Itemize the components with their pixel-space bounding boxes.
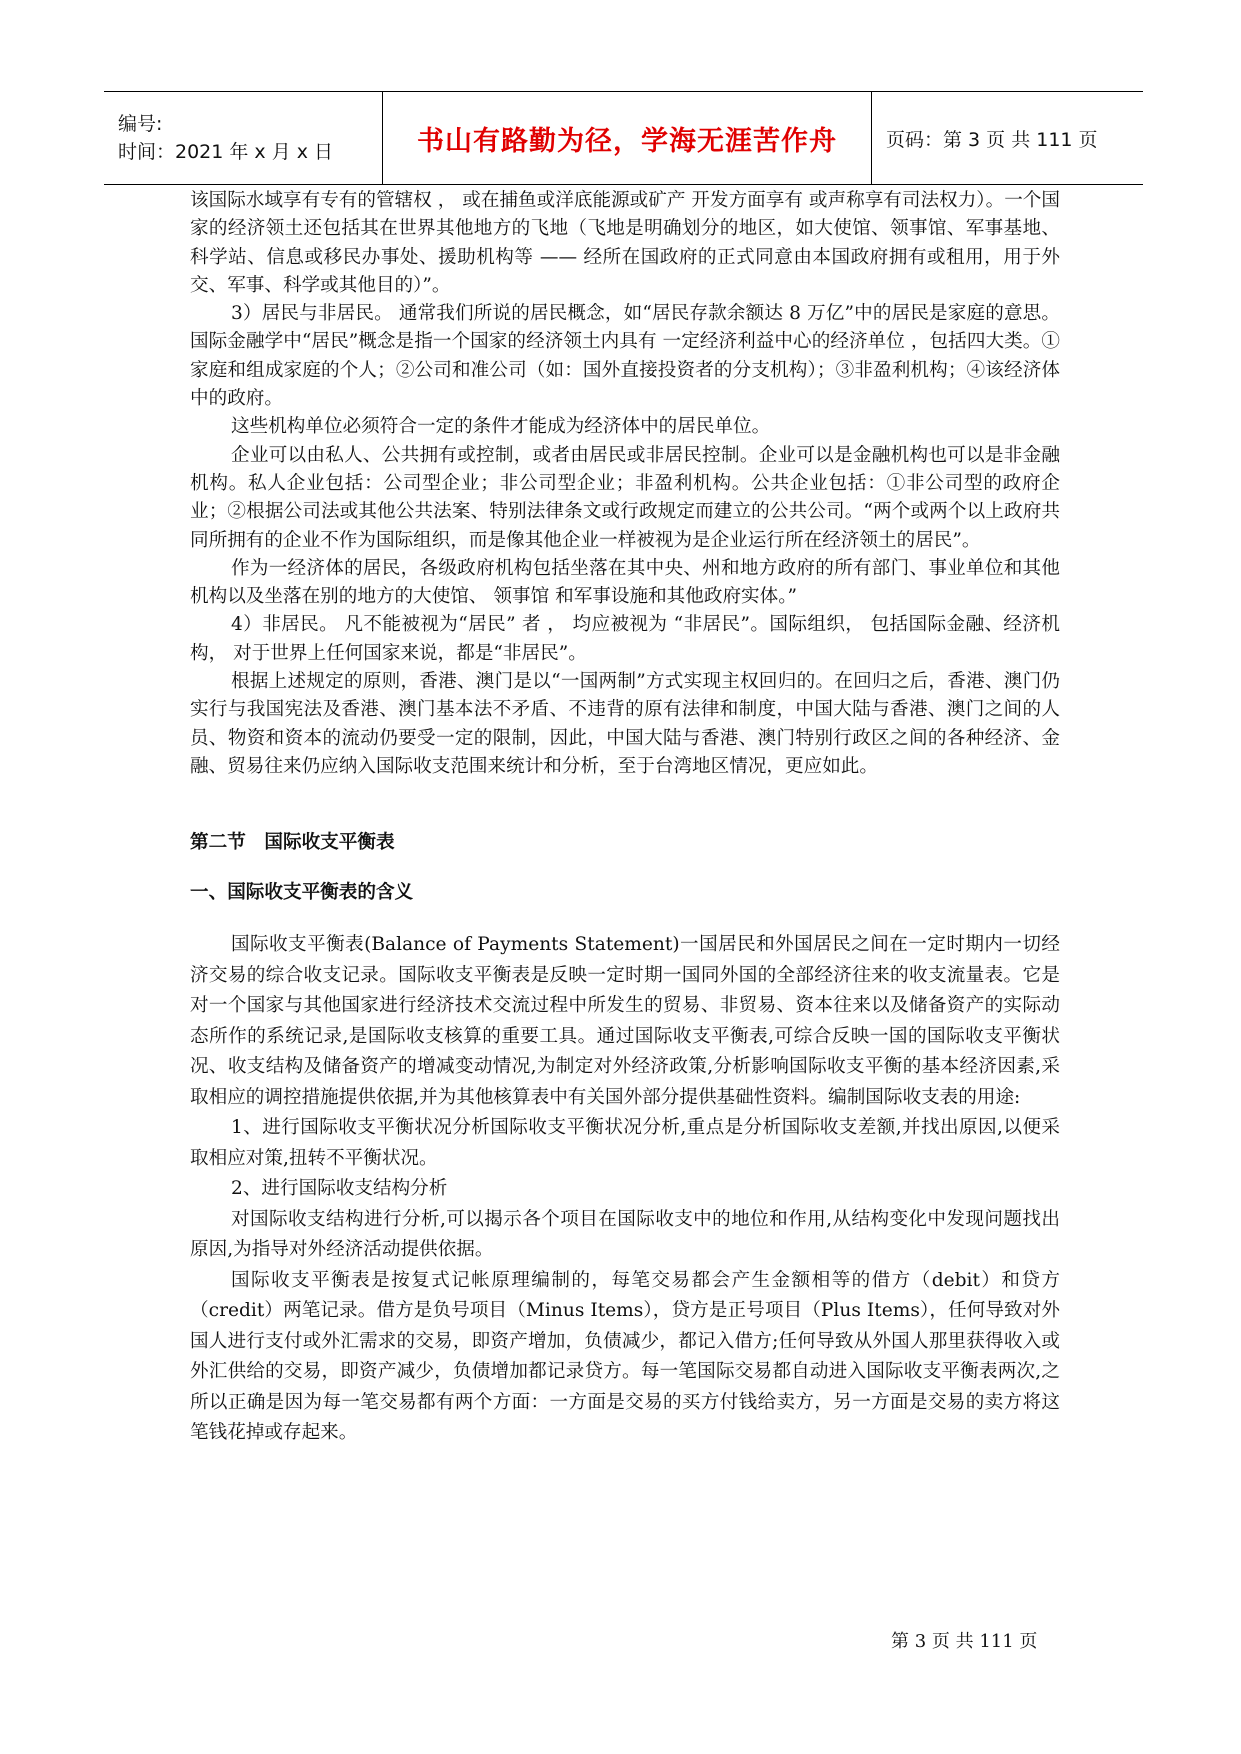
document-date-label: 时间：2021 年 x 月 x 日 (118, 141, 334, 163)
header-motto: 书山有路勤为径，学海无涯苦作舟 (383, 92, 872, 185)
paragraph-resident-nonresident: 3）居民与非居民。 通常我们所说的居民概念，如“居民存款余额达 8 万亿”中的居民是家庭的意思。 国际金融学中“居民”概念是指一个国家的经济领土内具有 一定经济利益中心的经济单位 ，包括四大类。①家庭和组成家庭的个人；②公司和准公司（如：国外直接投资者的分支机构）；③非盈利机构；④该经济体中的政府。 (190, 303, 1060, 410)
paragraph-economic-territory: 该国际水域享有专有的管辖权 ， 或在捕鱼或洋底能源或矿产 开发方面享有 或声称享有司法权力）。一个国家的经济领土还包括其在世界其他地方的飞地（飞地是明确划分的地区，如大使馆、领事馆、军事基地、科学站、信息或移民办事处、援助机构等 —— 经所在国政府的正式同意由本国政府拥有或租用，用于外交、军事、科学或其他目的）”。 (190, 190, 1060, 296)
section-title: 第二节 国际收支平衡表 (190, 832, 395, 854)
paragraph-double-entry: 国际收支平衡表是按复式记帐原理编制的，每笔交易都会产生金额相等的借方（debit）和贷方（credit）两笔记录。借方是负号项目（Minus Items），贷方是正号项目（Plus Items），任何导致对外国人进行支付或外汇需求的交易，即资产增加，负债减少，都记入借方;任何导致从外国人那里获得收入或外汇供给的交易，即资产减少，负债增加都记录贷方。每一笔国际交易都自动进入国际收支平衡表两次,之所以正确是因为每一笔交易都有两个方面：一方面是交易的买方付钱给卖方，另一方面是交易的卖方将这笔钱花掉或存起来。 (190, 1269, 1060, 1444)
page-footer: 第 3 页 共 111 页 (891, 1631, 1038, 1652)
paragraph-structure-analysis: 对国际收支结构进行分析,可以揭示各个项目在国际收支中的地位和作用,从结构变化中发现问题找出原因,为指导对外经济活动提供依据。 (190, 1208, 1060, 1261)
paragraph-nonresident: 4）非居民。 凡不能被视为“居民” 者 ， 均应被视为 “非居民”。国际组织， 包括国际金融、经济机构， 对于世界上任何国家来说，都是“非居民”。 (190, 614, 1060, 664)
paragraph-bop-definition: 国际收支平衡表(Balance of Payments Statement)一国居民和外国居民之间在一定时期内一切经济交易的综合收支记录。国际收支平衡表是反映一定时期一国同外国的全部经济往来的收支流量表。它是对一个国家与其他国家进行经济技术交流过程中所发生的贸易、非贸易、资本往来以及储备资产的实际动态所作的系统记录,是国际收支核算的重要工具。通过国际收支平衡表,可综合反映一国的国际收支平衡状况、收支结构及储备资产的增减变动情况,为制定对外经济政策,分析影响国际收支平衡的基本经济因素,采取相应的调控措施提供依据,并为其他核算表中有关国外部分提供基础性资料。编制国际收支表的用途: (190, 934, 1060, 1108)
header-left-cell (104, 92, 383, 185)
paragraph-enterprises: 企业可以由私人、公共拥有或控制，或者由居民或非居民控制。企业可以是金融机构也可以是非金融机构。私人企业包括：公司型企业；非公司型企业；非盈利机构。公共企业包括：①非公司型的政府企业；②根据公司法或其他公共法案、特别法律条文或行政规定而建立的公共公司。“两个或两个以上政府共同所拥有的企业不作为国际组织，而是像其他企业一样被视为是企业运行所在经济领土的居民”。 (190, 444, 1060, 551)
header-page-info: 页码：第 3 页 共 111 页 (886, 128, 1098, 151)
paragraph-resident-conditions: 这些机构单位必须符合一定的条件才能成为经济体中的居民单位。 (231, 416, 771, 438)
paragraph-structure-heading: 2、进行国际收支结构分析 (231, 1178, 448, 1200)
paragraph-hong-kong-macau: 根据上述规定的原则，香港、澳门是以“一国两制”方式实现主权回归的。在回归之后，香港、澳门仍实行与我国宪法及香港、澳门基本法不矛盾、不违背的原有法律和制度，中国大陆与香港、澳门之间的人员、物资和资本的流动仍要受一定的限制，因此，中国大陆与香港、澳门特别行政区之间的各种经济、金融、贸易往来仍应纳入国际收支范围来统计和分析，至于台湾地区情况，更应如此。 (190, 671, 1060, 777)
page-header (104, 91, 1143, 185)
paragraph-balance-analysis: 1、进行国际收支平衡状况分析国际收支平衡状况分析,重点是分析国际收支差额,并找出原因,以便采取相应对策,扭转不平衡状况。 (190, 1117, 1060, 1169)
subsection-title: 一、国际收支平衡表的含义 (190, 882, 414, 904)
paragraph-government-units: 作为一经济体的居民，各级政府机构包括坐落在其中央、州和地方政府的所有部门、事业单位和其他机构以及坐落在别的地方的大使馆、 领事馆 和军事设施和其他政府实体。” (190, 557, 1060, 608)
document-number-label: 编号: (118, 113, 163, 135)
document-body (190, 187, 1060, 1449)
